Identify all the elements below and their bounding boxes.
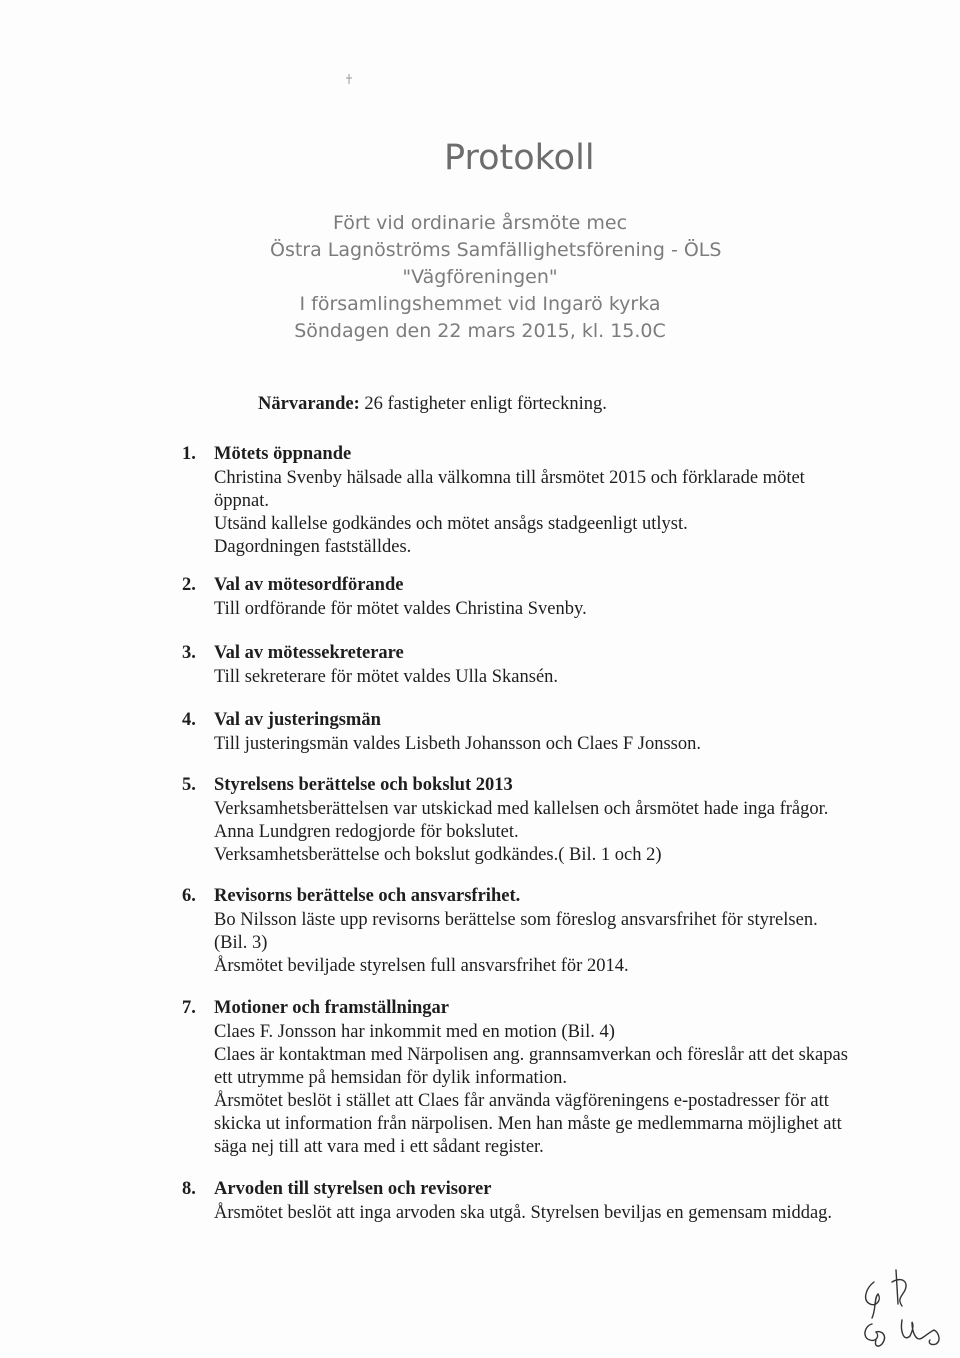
- header-line: "Vägföreningen": [402, 266, 558, 288]
- header-line: I församlingshemmet vid Ingarö kyrka: [299, 293, 661, 315]
- attendance-text: 26 fastigheter enligt förteckning.: [364, 394, 607, 414]
- section-number: 1.: [182, 444, 196, 464]
- section-number: 5.: [182, 775, 196, 795]
- section-heading: Mötets öppnande: [214, 444, 352, 464]
- header-line: Fört vid ordinarie årsmöte mec: [332, 212, 628, 234]
- section-heading: Val av justeringsmän: [214, 710, 381, 730]
- body-line: Årsmötet beslöt i stället att Claes får använda vägföreningens e-postadresser för att: [214, 1091, 829, 1111]
- section-number: 7.: [182, 998, 196, 1018]
- section-body: [214, 467, 874, 559]
- section-number: 6.: [182, 886, 196, 906]
- section-body: [214, 909, 874, 978]
- section-heading: Val av mötesordförande: [214, 575, 404, 595]
- section-number: 2.: [182, 575, 196, 595]
- section-heading: Val av mötessekreterare: [214, 643, 404, 663]
- section-body: [214, 798, 874, 867]
- header-line: Söndagen den 22 mars 2015, kl. 15.0C: [294, 320, 666, 342]
- section-number: 3.: [182, 643, 196, 663]
- body-line: Årsmötet beslöt att inga arvoden ska utgå. Styrelsen beviljas en gemensam middag.: [214, 1203, 833, 1223]
- body-line: Till sekreterare för mötet valdes Ulla Skansén.: [214, 667, 559, 687]
- section-heading: Revisorns berättelse och ansvarsfrihet.: [214, 886, 521, 906]
- body-line: Till ordförande för mötet valdes Christina Svenby.: [214, 599, 587, 619]
- body-line: Dagordningen fastställdes.: [214, 537, 412, 557]
- body-line: säga nej till att vara med i ett sådant register.: [214, 1137, 544, 1157]
- section-body: [214, 666, 874, 689]
- body-line: Christina Svenby hälsade alla välkomna till årsmötet 2015 och förklarade mötet: [214, 468, 805, 488]
- section-number: 8.: [182, 1179, 196, 1199]
- body-line: (Bil. 3): [214, 933, 268, 953]
- section-heading: Motioner och framställningar: [214, 998, 449, 1018]
- section-body: [214, 1202, 874, 1225]
- attendance-label: Närvarande:: [258, 394, 360, 414]
- meeting-header: [270, 210, 722, 345]
- section-heading: Arvoden till styrelsen och revisorer: [214, 1179, 492, 1199]
- body-line: ett utrymme på hemsidan för dylik information.: [214, 1068, 567, 1088]
- section-heading: Styrelsens berättelse och bokslut 2013: [214, 775, 513, 795]
- body-line: Claes F. Jonsson har inkommit med en motion (Bil. 4): [214, 1022, 615, 1042]
- scan-speck: [346, 74, 352, 84]
- body-line: öppnat.: [214, 491, 269, 511]
- body-line: Årsmötet beviljade styrelsen full ansvarsfrihet för 2014.: [214, 956, 629, 976]
- attendance-line: [258, 394, 607, 415]
- section-body: [214, 733, 874, 756]
- section-number: 4.: [182, 710, 196, 730]
- section-body: [214, 598, 874, 621]
- body-line: skicka ut information från närpolisen. Men han måste ge medlemmarna möjlighet att: [214, 1114, 842, 1134]
- body-line: Bo Nilsson läste upp revisorns berättelse som föreslog ansvarsfrihet för styrelsen.: [214, 910, 818, 930]
- body-line: Till justeringsmän valdes Lisbeth Johansson och Claes F Jonsson.: [214, 734, 701, 754]
- body-line: Utsänd kallelse godkändes och mötet ansågs stadgeenligt utlyst.: [214, 514, 688, 534]
- handwritten-initials-signature: [852, 1252, 952, 1352]
- body-line: Claes är kontaktman med Närpolisen ang. grannsamverkan och föreslår att det skapas: [214, 1045, 848, 1065]
- body-line: Verksamhetsberättelse och bokslut godkändes.( Bil. 1 och 2): [214, 845, 662, 865]
- header-line: Östra Lagnöströms Samfällighetsförening - ÖLS: [270, 239, 722, 261]
- document-title: Protokoll: [444, 138, 595, 178]
- body-line: Anna Lundgren redogjorde för bokslutet.: [214, 822, 519, 842]
- section-body: [214, 1021, 874, 1159]
- body-line: Verksamhetsberättelsen var utskickad med kallelsen och årsmötet hade inga frågor.: [214, 799, 829, 819]
